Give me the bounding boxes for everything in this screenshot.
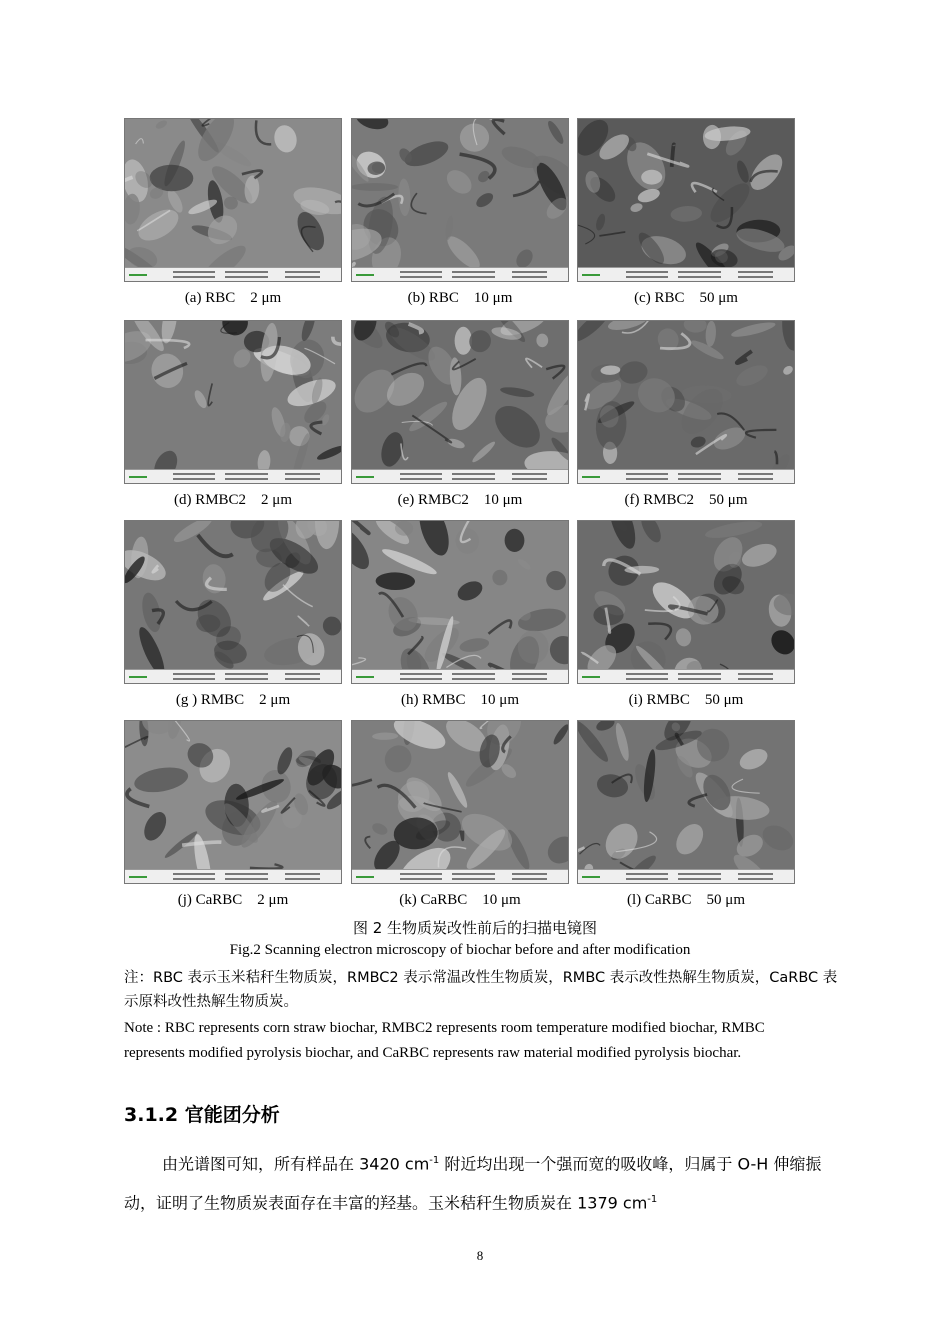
info-text-line (225, 473, 268, 475)
figure-panel (577, 520, 795, 708)
info-text-line (225, 678, 268, 680)
scale-bar (129, 274, 147, 276)
panel-caption: (i) RMBC 50 μm (628, 692, 744, 708)
info-text-line (626, 271, 668, 273)
figure-panel (124, 720, 342, 908)
sem-info-bar (125, 869, 341, 883)
panel-caption: (e) RMBC2 10 μm (397, 492, 523, 508)
info-text-line (173, 473, 215, 475)
info-text-line (225, 673, 268, 675)
sem-info-bar (125, 267, 341, 281)
info-text-line (173, 878, 215, 880)
info-text-line (678, 271, 721, 273)
info-text-line (738, 271, 773, 273)
info-text-line (678, 673, 721, 675)
info-text-line (738, 878, 773, 880)
info-text-line (512, 873, 547, 875)
sem-micrograph (351, 720, 569, 884)
sem-info-bar (352, 267, 568, 281)
scale-bar (582, 476, 600, 478)
scale-bar (356, 274, 374, 276)
info-text-line (173, 478, 215, 480)
sem-info-bar (125, 469, 341, 483)
figure-caption-cn: 图 2 生物质炭改性前后的扫描电镜图 (352, 919, 598, 937)
sem-micrograph (124, 520, 342, 684)
info-text-line (678, 478, 721, 480)
sem-info-bar (578, 267, 794, 281)
info-text-line (173, 678, 215, 680)
info-text-line (225, 271, 268, 273)
sem-micrograph (577, 520, 795, 684)
panel-caption: (d) RMBC2 2 μm (173, 492, 293, 508)
scale-bar (582, 274, 600, 276)
scale-bar (582, 876, 600, 878)
info-text-line (285, 678, 320, 680)
info-text-line (225, 276, 268, 278)
panel-caption: (f) RMBC2 50 μm (624, 492, 748, 508)
panel-caption: (b) RBC 10 μm (407, 290, 513, 306)
figure-panel (351, 118, 569, 306)
info-text-line (225, 478, 268, 480)
sem-figure-grid (124, 118, 796, 920)
panel-caption: (c) RBC 50 μm (634, 290, 738, 306)
scale-bar (582, 676, 600, 678)
figure-note-en: Note : RBC represents corn straw biochar, RMBC2 represents room temperature modified biochar, RMBC represents modified pyrolysis biochar, and CaRBC represents raw material modified pyrolysis biochar. (124, 1020, 765, 1061)
info-text-line (400, 478, 442, 480)
info-text-line (400, 678, 442, 680)
info-text-line (285, 478, 320, 480)
info-text-line (400, 878, 442, 880)
panel-caption: (l) CaRBC 50 μm (626, 892, 746, 908)
sem-micrograph (351, 320, 569, 484)
figure-panel (124, 118, 342, 306)
panel-caption: (j) CaRBC 2 μm (177, 892, 289, 908)
info-text-line (173, 271, 215, 273)
figure-panel (577, 320, 795, 508)
info-text-line (512, 678, 547, 680)
info-text-line (400, 271, 442, 273)
body-paragraph: 由光谱图可知，所有样品在 3420 $cm^{-1}$ 附近均出现一个强而宽的吸收峰，归属于 O-H 伸缩振动，证明了生物质炭表面存在丰富的羟基。玉米秸秆生物质炭在 1379 $cm^{-1}$ (124, 1154, 822, 1213)
info-text-line (626, 678, 668, 680)
info-text-line (738, 276, 773, 278)
info-text-line (678, 678, 721, 680)
sem-info-bar (352, 869, 568, 883)
sem-info-bar (125, 669, 341, 683)
info-text-line (400, 473, 442, 475)
info-text-line (452, 271, 495, 273)
panel-caption: (a) RBC 2 μm (184, 290, 282, 306)
sem-micrograph (577, 720, 795, 884)
info-text-line (738, 673, 773, 675)
info-text-line (678, 878, 721, 880)
scale-bar (356, 676, 374, 678)
sem-info-bar (578, 469, 794, 483)
figure-row (124, 118, 796, 320)
info-text-line (225, 873, 268, 875)
figure-panel (351, 320, 569, 508)
info-text-line (626, 673, 668, 675)
figure-caption-en: Fig.2 Scanning electron microscopy of biochar before and after modification (229, 942, 691, 958)
scale-bar (129, 876, 147, 878)
info-text-line (452, 878, 495, 880)
figure-panel (577, 720, 795, 908)
info-text-line (626, 878, 668, 880)
info-text-line (678, 276, 721, 278)
sem-info-bar (578, 869, 794, 883)
figure-panel (124, 520, 342, 708)
scale-bar (129, 676, 147, 678)
info-text-line (738, 678, 773, 680)
info-text-line (512, 271, 547, 273)
info-text-line (400, 673, 442, 675)
info-text-line (285, 673, 320, 675)
section-heading: 3.1.2 官能团分析 (124, 1104, 280, 1126)
info-text-line (626, 473, 668, 475)
sem-micrograph (124, 720, 342, 884)
info-text-line (400, 873, 442, 875)
info-text-line (512, 673, 547, 675)
info-text-line (738, 478, 773, 480)
sem-micrograph (577, 320, 795, 484)
sem-micrograph (577, 118, 795, 282)
sem-micrograph (124, 320, 342, 484)
info-text-line (452, 478, 495, 480)
sem-info-bar (352, 669, 568, 683)
info-text-line (626, 873, 668, 875)
info-text-line (225, 878, 268, 880)
info-text-line (452, 873, 495, 875)
info-text-line (452, 473, 495, 475)
panel-caption: (k) CaRBC 10 μm (399, 892, 521, 908)
page-number: 8 (476, 1248, 484, 1263)
info-text-line (512, 473, 547, 475)
info-text-line (738, 473, 773, 475)
info-text-line (285, 276, 320, 278)
info-text-line (285, 271, 320, 273)
figure-note-cn: 注：RBC 表示玉米秸秆生物质炭，RMBC2 表示常温改性生物质炭，RMBC 表示改性热解生物质炭，CaRBC 表示原料改性热解生物质炭。 (124, 970, 838, 1010)
figure-row (124, 720, 796, 920)
info-text-line (173, 873, 215, 875)
sem-info-bar (352, 469, 568, 483)
figure-row (124, 520, 796, 720)
figure-panel (351, 520, 569, 708)
scale-bar (356, 476, 374, 478)
info-text-line (512, 276, 547, 278)
info-text-line (512, 478, 547, 480)
sem-micrograph (124, 118, 342, 282)
info-text-line (512, 878, 547, 880)
figure-panel (124, 320, 342, 508)
figure-row (124, 320, 796, 520)
info-text-line (678, 873, 721, 875)
info-text-line (738, 873, 773, 875)
info-text-line (452, 276, 495, 278)
scale-bar (356, 876, 374, 878)
info-text-line (678, 473, 721, 475)
info-text-line (452, 678, 495, 680)
figure-panel (577, 118, 795, 306)
info-text-line (173, 673, 215, 675)
info-text-line (285, 873, 320, 875)
sem-info-bar (578, 669, 794, 683)
figure-panel (351, 720, 569, 908)
sem-micrograph (351, 520, 569, 684)
info-text-line (285, 878, 320, 880)
info-text-line (285, 473, 320, 475)
info-text-line (626, 276, 668, 278)
info-text-line (452, 673, 495, 675)
info-text-line (626, 478, 668, 480)
scale-bar (129, 476, 147, 478)
sem-micrograph (351, 118, 569, 282)
panel-caption: (h) RMBC 10 μm (400, 692, 520, 708)
info-text-line (400, 276, 442, 278)
info-text-line (173, 276, 215, 278)
panel-caption: (g ) RMBC 2 μm (175, 692, 291, 708)
